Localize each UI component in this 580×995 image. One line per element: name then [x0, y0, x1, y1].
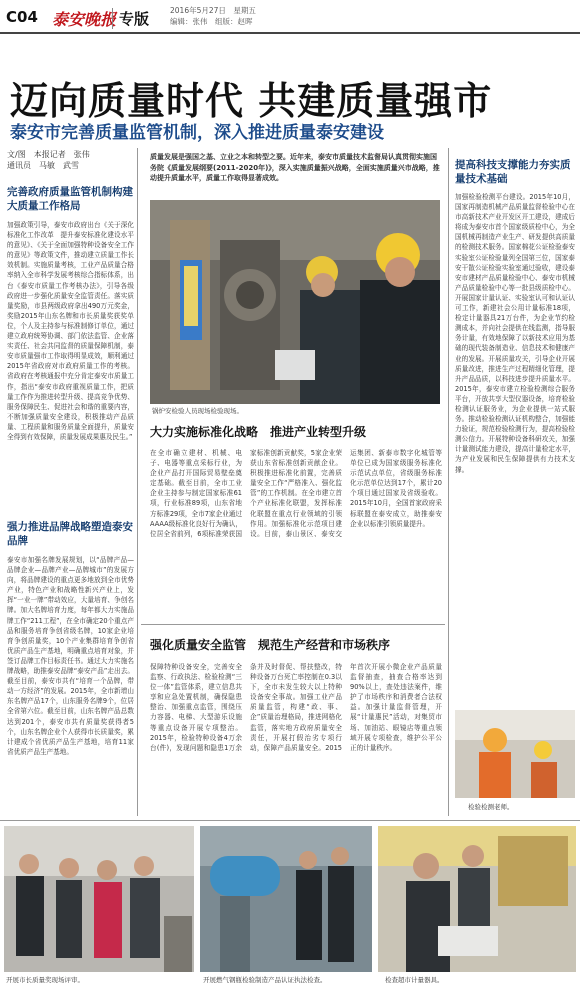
photo-bottom-middle: [200, 826, 372, 972]
photo-bottom-right-caption: 检查超市计量器具。: [385, 976, 444, 984]
column-divider: [137, 148, 138, 816]
inspector-photo-icon: [455, 710, 575, 798]
photo-bottom-right: [378, 826, 576, 972]
lead-paragraph: 质量发展是强国之基、立业之本和转型之要。近年来，泰安市质量技术监督局认真贯彻实施国务院《质量发展纲要(2011-2020年)》，深入实施质量振兴战略，全面实施质量兴市战略，推动提升质量水平，质量工作取得显著成效。: [150, 153, 440, 182]
byline-correspondents: 通讯员 马敏 武雪: [7, 161, 79, 170]
section-title-1: 完善政府质量监管机制构建大质量工作格局: [7, 186, 133, 212]
section-title-4: 强化质量安全监管 规范生产经营和市场秩序: [150, 638, 391, 652]
photo-bottom-middle-caption: 开展燃气钢瓶检验制造产品认证执法检查。: [203, 976, 327, 984]
header-meta: [170, 5, 256, 27]
section-body-4: 保障特种设备安全，完善安全监察、行政执法、检验检测“三位一体”监管体系，建立信息共享和应急处置机制，确保隐患整治、加强重点监管，围绕压力容器、电梯、大型游乐设施等重点设备开展专项整治。2015年，检验特种设备4万余台(件)，发现问题和隐患1万余条并及时督促、帮扶整改，特种设备万台死亡率控制在0.3以下，全市未发生较大以上特种设备安全事故。加强工业产品质量监管，构建“政、事、企”质量治理格局，推进网格化监管，落实地方政府质量安全责任，开展打假治劣专项行动，保障产品质量安全。2015年首次开展小微企业产品质量监督抽查，抽查合格率达到90%以上，查处违法案件，维护了市场秩序和消费者合法权益。加强计量监督管理，开展“计量惠民”活动，对集贸市场、加油站、眼镜店等重点领域开展专项检查，维护公平公正的计量秩序。: [150, 663, 442, 752]
photo-bottom-left: [4, 826, 194, 972]
photo-right-caption: 检验检测老师。: [468, 803, 514, 811]
section-body-5: 加强检验检测平台建设。2015年10月，国家再制造机械产品质量监督检验中心在市高新技术产业开发区开工建设，建成后将成为泰安市首个国家级质检中心，为全国机械再制造产业生产、研发提供高质量的检测技术服务。国家棉花公证检验泰安实验室公证检验量列全国第三位，国家泰安干散公证检验实验室通过验收，建设泰安市建材产品质量检验中心、泰安市机械产品质量检验中心等一批县级质检中心。开展国家计量认证、实验室认可和认证认可工作，新建社会公用计量标准18项，检定计量器具21万台件，为企业节约检测成本，并向社会提供在线监测，指导服务计量，有效地保障了以新技术应用为基础的现代装备制造业、信息技术和健康产业的发展。开展质量攻关，引导企业开展质量改进，推进生产过程精细化管理，提升产品品质，以科技进步提升质量水平。2015年，泰安市建立检验检测综合服务平台，开放共享大型仪器设备，培育检验检测认证服务业，为企业提供一站式服务。推动检验检测认证机构整合，加强能力验证，规范检验检测行为，提高检验检测公信力。开展特种设备科研攻关，加强计量测试能力建设，提高计量检定水平，为产业发展和民生保障提供有力技术支撑。: [455, 193, 575, 474]
subheadline: 泰安市完善质量监管机制，深入推进质量泰安建设: [10, 123, 384, 143]
byline: [7, 149, 90, 171]
section-body-1: 加强政策引导，泰安市政府出台《关于深化标准化工作改革 提升泰安标准化建设水平的意见》、《关于全面加强特种设备安全工作的意见》等政策文件，推动建立质量工作长效机制。实施质量考核，工业产品质量合格率纳入全市科学发展考核综合指标体系，出台《泰安市质量工作考核办法》，引导各级政府进一步强化质量安全监管责任。落实质量奖励，市县两级政府拿出490万元奖金，奖励2015年山东名牌和市长质量奖获奖单位，个人及主持参与标准制修订单位，通过建立政府统筹协调、部门依法监管、企业落实责任、社会共同监督的质量保障机制，泰安市质量强市工作取得明显成效，顺利通过2015年省政府对市政府质量工作的考核。省政府在考核通报中充分肯定泰安市质量工作，指出“泰安市政府重视质量工作，把质量工作作为推进转型升级、提高竞争优势、服务保障民生、促进社会和谐的重要内容，不断加强质量安全建设，积极推动产品质量、工程质量和服务质量全面提升，质量安全得到有效保障，质量发展成果惠及民生。”: [7, 221, 134, 441]
main-photo: [150, 200, 440, 404]
newspaper-logo: 泰安晚报: [52, 10, 117, 29]
page-header: [0, 0, 580, 34]
evaluation-photo-icon: [4, 826, 194, 972]
boiler-inspection-photo-icon: [150, 200, 440, 404]
photo-bottom-left-caption: 开展市长质量奖现场评审。: [6, 976, 84, 984]
section-divider: [0, 820, 580, 821]
editor-credits: 编辑：张伟 组版：赵晖: [170, 17, 253, 26]
issue-date: 2016年5月27日 星期五: [170, 6, 256, 15]
section-body-2: 泰安市加强名牌发展规划，以“品牌产品—品牌企业—品牌产业—品牌城市”的发展方向，将品牌建设的重点更多地放到全市优势产业，特色产业和战略性新兴产业上，发挥“一业一牌”带动效应，大量培育、争创名牌。加大名牌培育力度，每年都大力实施品牌工作“211工程”，在全市确定20个重点产品和服务培育争创省级名牌，10家企业培育争创质量奖，10个产业集群培育争创省优质产品生产基地，明确重点培育对象，并签订品牌工作目标责任书。通过大力实施名牌战略，助推泰安品牌“泰安产品”走出去。截至目前，泰安市共有“培育一个品牌，带动一方经济”的发展。2015年，全市新增山东名牌产品17个，山东服务名牌9个，位居全省第六位。截至目前，山东名牌产品总数达到201个，泰安市共有质量奖获得者5个，山东名牌企业个人获得市长质量奖，累计建成个省优质产品生产基地，培育11家省优质产品生产基地。: [7, 556, 134, 756]
photo-right: [455, 710, 575, 798]
page-number: C04: [6, 8, 38, 26]
section-divider: [141, 624, 445, 625]
column-divider: [448, 148, 449, 816]
main-photo-caption: 锅炉安检验人员现场检验现场。: [152, 407, 243, 415]
supermarket-scale-photo-icon: [378, 826, 576, 972]
headline: 迈向质量时代 共建质量强市: [10, 79, 493, 123]
section-title-3: 大力实施标准化战略 推进产业转型升级: [150, 425, 367, 439]
column-name: 专版: [112, 8, 149, 29]
gas-cylinder-photo-icon: [200, 826, 372, 972]
section-title-2: 强力推进品牌战略塑造泰安品牌: [7, 521, 133, 547]
section-title-5: 提高科技支撑能力夯实质量技术基础: [455, 159, 571, 185]
byline-reporter: 文/图 本报记者 张伟: [7, 150, 90, 159]
section-body-3: 在全市确立建材、机械、电子、电器等重点采标行业，为企业产品打开国际贸易壁垒奠定基础。截至目前，全市工业企业主持参与制定国家标准61项，行业标准89项，山东省地方标准29项，全市7家企业通过AAAA级标准化良好行为确认，位居全省前列，6项标准荣获国家标准创新贡献奖，5家企业荣获山东省标准创新贡献企业。积极推进标准化前置，完善质量安全工作“严格准入、强化监管”的工作机制。在全市建立首个产业标准化联盟，发挥标准化联盟在重点行业领域的引领作用。加强标准化示范项目建设。目前，泰山景区、泰安交运集团、新泰市数字化城管等单位已成为国家级服务标准化示范试点单位，省级服务标准化示范单位达到17个，累计20个项目通过国家及省级验收。2015年10月，全国首家政府采标联盟在泰安成立，助推泰安企业以标准引领质量提升。: [150, 449, 442, 538]
